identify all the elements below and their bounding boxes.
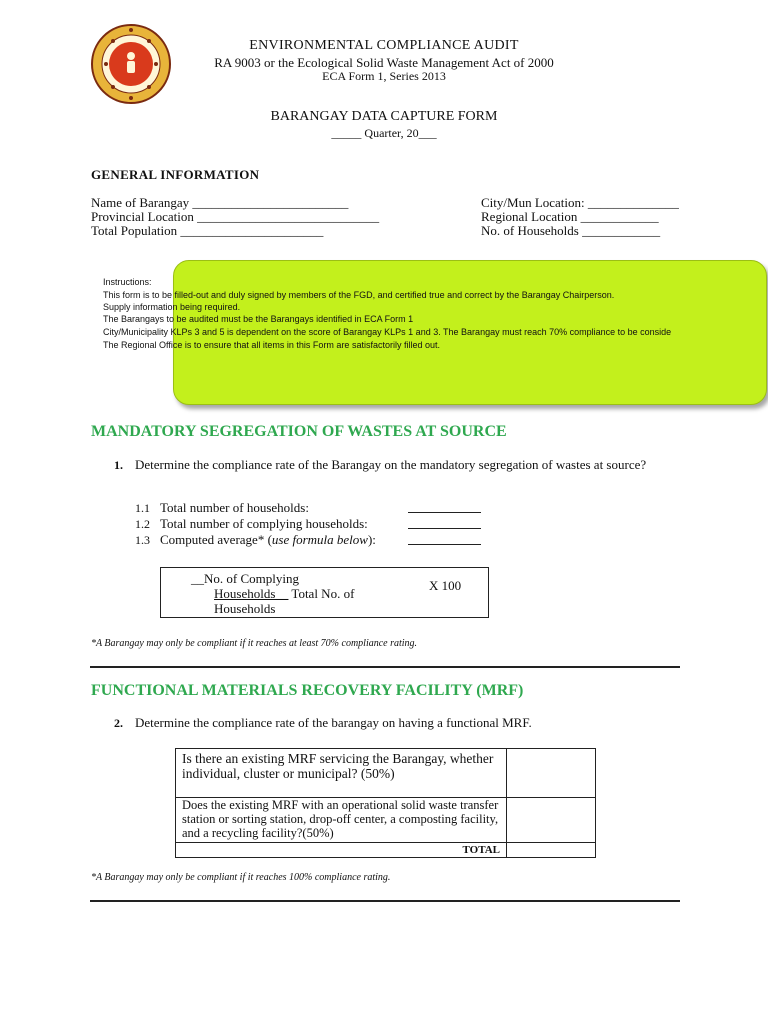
instructions-label: Instructions: [103,277,152,287]
divider-2 [90,900,680,902]
instructions-line: The Barangays to be audited must be the Barangays identified in ECA Form 1 [103,314,414,324]
instructions-line: Supply information being required. [103,302,241,312]
section1-note: *A Barangay may only be compliant if it reaches at least 70% compliance rating. [91,638,418,649]
item-1-1-num: 1.1 [135,501,150,515]
q2-text: Determine the compliance rate of the barangay on having a functional MRF. [135,715,532,730]
mrf-total-label: TOTAL [176,843,507,858]
mrf-total-value[interactable] [507,843,596,858]
item-1-3-label-tail: ): [367,532,376,547]
instructions-line: City/Municipality KLPs 3 and 5 is dependent on the score of Barangay KLPs 1 and 3. The Barangay must reach 70% compliance to be conside [103,327,672,337]
item-1-1-input[interactable] [408,501,481,513]
provincial-location-field[interactable]: Provincial Location ____________________________ [91,209,380,224]
item-1-3-label-text: Computed average* ( [160,532,272,547]
table-row [176,798,596,843]
mrf-table [175,748,596,858]
item-1-2-label: Total number of complying households: [160,516,368,531]
instructions-line: This form is to be filled-out and duly signed by members of the FGD, and certified true and correct by the Barangay Chairperson. [103,290,615,300]
households-field[interactable]: No. of Households ____________ [481,223,661,238]
formula-line1: __No. of Complying [191,571,299,586]
header-act: RA 9003 or the Ecological Solid Waste Management Act of 2000 [214,55,554,70]
header-title: ENVIRONMENTAL COMPLIANCE AUDIT [249,38,519,53]
item-1-1-label: Total number of households: [160,500,309,515]
mrf-answer-1[interactable] [507,749,596,798]
regional-location-field[interactable]: Regional Location ____________ [481,209,659,224]
instructions-line: The Regional Office is to ensure that all items in this Form are satisfactorily filled out. [103,340,440,350]
item-1-3-label-italic: use formula below [271,532,368,547]
item-1-3-num: 1.3 [135,533,150,547]
mrf-question-1: Is there an existing MRF servicing the Barangay, whether individual, cluster or municipal? (50%) [176,749,507,798]
q2-number: 2. [114,716,123,730]
formula-numerator: Households__ [214,586,289,601]
item-1-2-input[interactable] [408,517,481,529]
q1-text: Determine the compliance rate of the Barangay on the mandatory segregation of wastes at source? [135,457,647,472]
formula-line2 [214,586,354,602]
item-1-2-num: 1.2 [135,517,150,531]
city-mun-location-field[interactable]: City/Mun Location: ______________ [481,195,679,210]
mrf-question-2: Does the existing MRF with an operational solid waste transfer station or sorting station, drop-off center, a composting facility, and a recycling facility?(50%) [176,798,507,843]
table-row [176,843,596,858]
item-1-3-input[interactable] [408,533,481,545]
total-population-field[interactable]: Total Population ______________________ [91,223,324,238]
mrf-answer-2[interactable] [507,798,596,843]
section1-heading: MANDATORY SEGREGATION OF WASTES AT SOURCE [91,423,507,440]
form-title: BARANGAY DATA CAPTURE FORM [270,109,498,124]
section2-heading: FUNCTIONAL MATERIALS RECOVERY FACILITY (MRF) [91,682,524,699]
general-heading: GENERAL INFORMATION [91,167,260,182]
table-row [176,749,596,798]
barangay-name-field[interactable]: Name of Barangay ________________________ [91,195,349,210]
header-form: ECA Form 1, Series 2013 [322,69,446,83]
quarter-line: _____ Quarter, 20___ [331,126,437,140]
formula-line3: Households [214,601,276,616]
section2-note: *A Barangay may only be compliant if it reaches 100% compliance rating. [91,872,391,883]
item-1-3-label [160,532,376,548]
divider-1 [90,666,680,668]
formula-multiplier: X 100 [429,578,462,593]
q1-number: 1. [114,458,123,472]
formula-denominator: Total No. of [288,586,355,601]
